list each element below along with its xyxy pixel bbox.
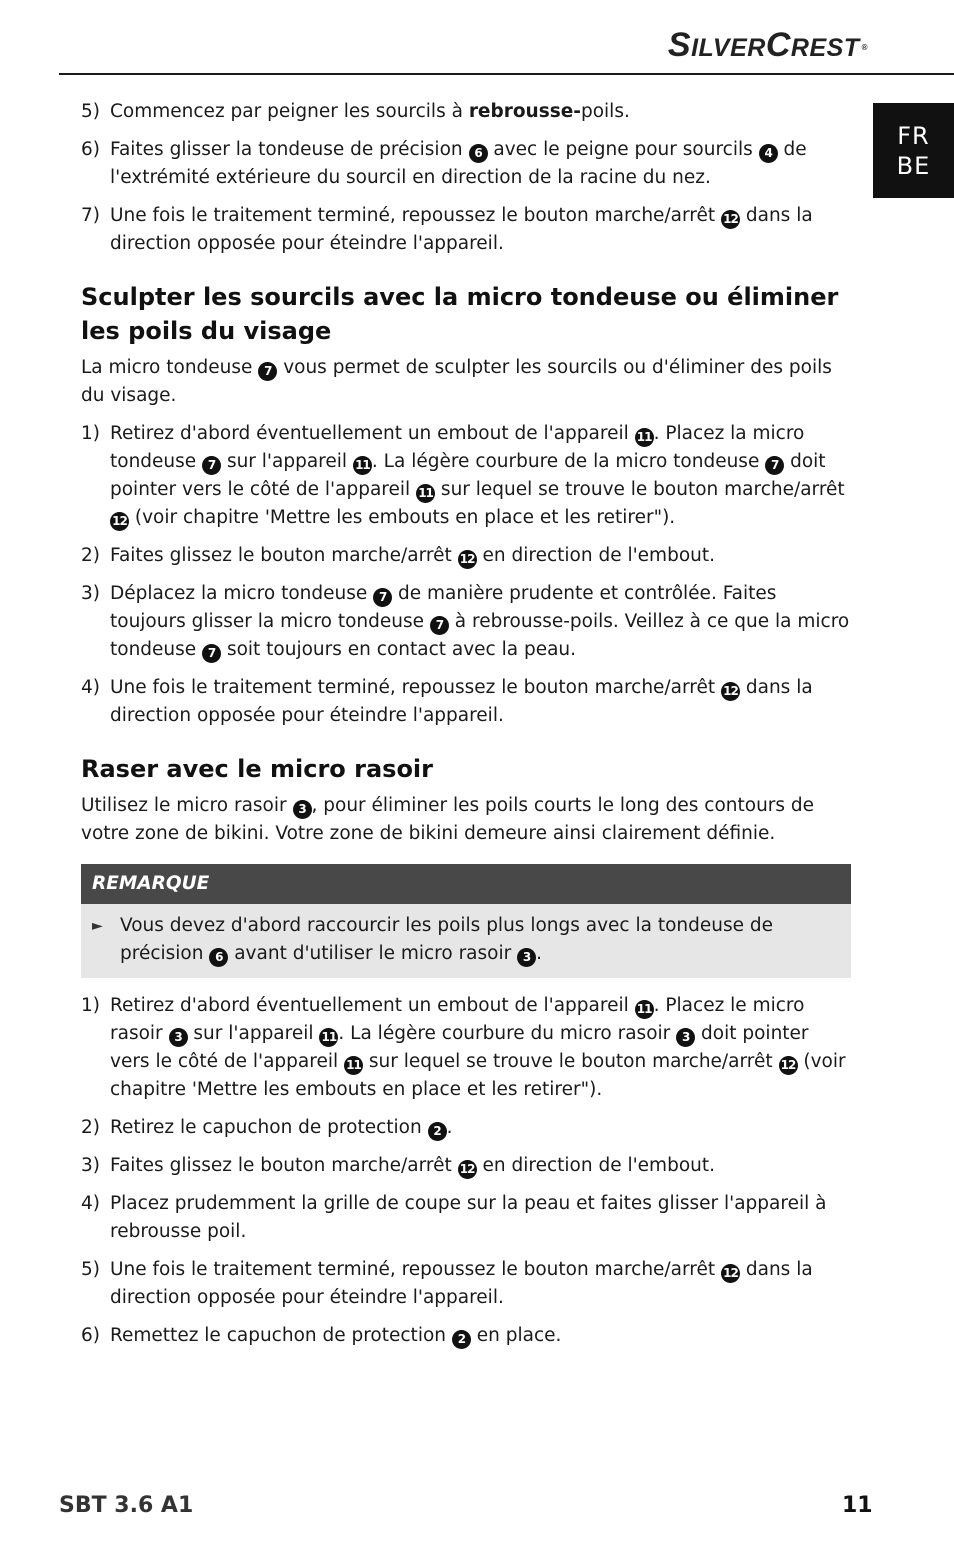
part-number-badge: 11: [353, 456, 372, 475]
list-item: 1) Retirez d'abord éventuellement un embout de l'appareil 11 . Placez la micro tondeuse 7 sur l'appareil 11 . La légère courbure de la micro tondeuse 7 doit pointer vers le côté de l'appareil 11 sur lequel se trouve le bouton marche/arrêt 12 (voir chapitre 'Mettre les embouts en place et les retirer").: [81, 420, 851, 532]
part-number-badge: 7: [373, 588, 392, 607]
list-item: 4) Une fois le traitement terminé, repoussez le bouton marche/arrêt 12 dans la direction opposée pour éteindre l'appareil.: [81, 677, 813, 726]
model-number: SBT 3.6 A1: [59, 1493, 194, 1518]
part-number-badge: 7: [258, 362, 277, 381]
page-content: [81, 98, 851, 1360]
part-number-badge: 11: [635, 428, 654, 447]
part-number-badge: 12: [458, 550, 477, 569]
part-number-badge: 12: [721, 210, 740, 229]
part-number-badge: 12: [779, 1056, 798, 1075]
part-number-badge: 2: [428, 1122, 447, 1141]
list-item: 6) Faites glisser la tondeuse de précision 6 avec le peigne pour sourcils 4 de l'extrémité extérieure du sourcil en direction de la racine du nez.: [81, 139, 807, 188]
remark-heading: REMARQUE: [81, 864, 851, 904]
list-item: 4) Placez prudemment la grille de coupe sur la peau et faites glisser l'appareil à rebrousse poil.: [81, 1193, 827, 1242]
silvercrest-logo: SILVERCREST ®: [667, 26, 868, 64]
part-number-badge: 11: [416, 484, 435, 503]
section-intro: La micro tondeuse 7 vous permet de sculpter les sourcils ou d'éliminer des poils du visage.: [81, 357, 832, 406]
list-item: 3) Faites glissez le bouton marche/arrêt 12 en direction de l'embout.: [81, 1152, 851, 1180]
list-item: 1) Retirez d'abord éventuellement un embout de l'appareil 11 . Placez le micro rasoir 3 sur l'appareil 11 . La légère courbure du micro rasoir 3 doit pointer vers le côté de l'appareil 11 sur lequel se trouve le bouton marche/arrêt 12 (voir chapitre 'Mettre les embouts en place et les retirer").: [81, 995, 846, 1100]
part-number-badge: 7: [765, 456, 784, 475]
part-number-badge: 7: [202, 456, 221, 475]
part-number-badge: 4: [759, 144, 778, 163]
language-code-be: BE: [896, 151, 931, 180]
part-number-badge: 12: [458, 1160, 477, 1179]
list-item: 6) Remettez le capuchon de protection 2 en place.: [81, 1322, 851, 1350]
part-number-badge: 3: [169, 1028, 188, 1047]
list-item: 2) Faites glissez le bouton marche/arrêt 12 en direction de l'embout.: [81, 542, 851, 570]
language-tab: [873, 103, 954, 198]
part-number-badge: 12: [721, 682, 740, 701]
part-number-badge: 11: [344, 1056, 363, 1075]
language-code-fr: FR: [897, 121, 930, 150]
part-number-badge: 6: [209, 948, 228, 967]
header-divider: [59, 73, 954, 75]
part-number-badge: 12: [110, 512, 129, 531]
section-intro: Utilisez le micro rasoir 3 , pour éliminer les poils courts le long des contours de votre zone de bikini. Votre zone de bikini demeure ainsi clairement définie.: [81, 795, 815, 844]
list-item: 5) Une fois le traitement terminé, repoussez le bouton marche/arrêt 12 dans la direction opposée pour éteindre l'appareil.: [81, 1259, 813, 1308]
part-number-badge: 2: [452, 1330, 471, 1349]
part-number-badge: 6: [469, 144, 488, 163]
part-number-badge: 7: [202, 644, 221, 663]
part-number-badge: 11: [635, 1000, 654, 1019]
part-number-badge: 12: [721, 1264, 740, 1283]
remark-box: [81, 864, 851, 978]
triangle-bullet-icon: ►: [92, 918, 103, 934]
page-number: 11: [842, 1493, 873, 1518]
list-item: 3) Déplacez la micro tondeuse 7 de manière prudente et contrôlée. Faites toujours glisser la micro tondeuse 7 à rebrousse-poils. Veillez à ce que la micro tondeuse 7 soit toujours en contact avec la peau.: [81, 580, 851, 664]
list-item: 5) Commencez par peigner les sourcils à rebrousse-poils.: [81, 101, 630, 122]
remark-body: ► Vous devez d'abord raccourcir les poils plus longs avec la tondeuse de précision 6 avant d'utiliser le micro rasoir 3 .: [81, 904, 851, 978]
section-heading-raser: Raser avec le micro rasoir: [81, 755, 433, 783]
part-number-badge: 11: [319, 1028, 338, 1047]
list-item: 7) Une fois le traitement terminé, repoussez le bouton marche/arrêt 12 dans la direction opposée pour éteindre l'appareil.: [81, 205, 813, 254]
section-heading-sculpter: Sculpter les sourcils avec la micro tondeuse ou éliminer les poils du visage: [81, 283, 839, 345]
part-number-badge: 3: [676, 1028, 695, 1047]
part-number-badge: 3: [517, 948, 536, 967]
list-item: 2) Retirez le capuchon de protection 2 .: [81, 1114, 851, 1142]
part-number-badge: 7: [430, 616, 449, 635]
part-number-badge: 3: [293, 800, 312, 819]
